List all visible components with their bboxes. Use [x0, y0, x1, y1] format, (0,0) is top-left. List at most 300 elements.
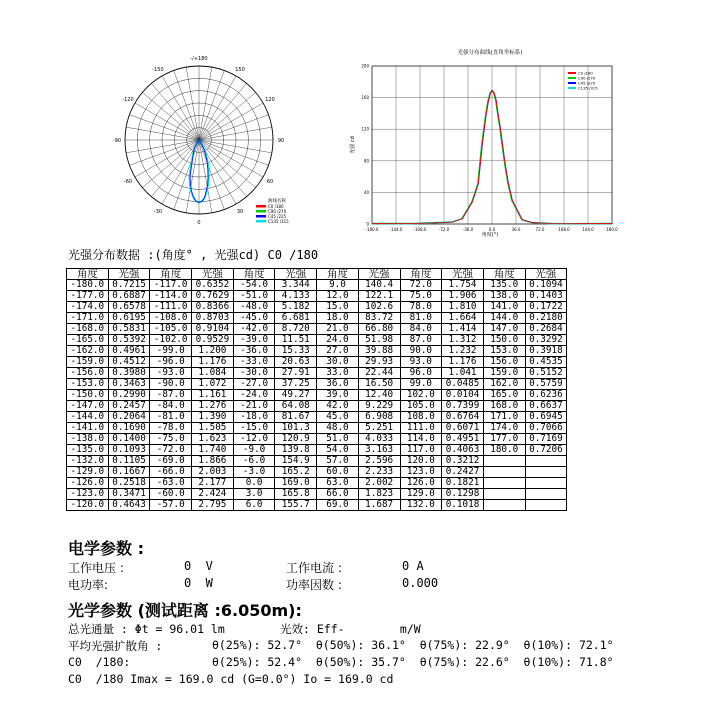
- table-cell: 101.3: [275, 423, 317, 434]
- table-cell: 0.4512: [108, 357, 150, 368]
- table-cell: 0.1093: [108, 445, 150, 456]
- table-header-cell: 角度: [400, 269, 442, 280]
- table-cell: 48.0: [317, 423, 359, 434]
- table-cell: 0.6236: [525, 390, 567, 401]
- total-flux: 总光通量 : Φt = 96.01 lm: [68, 622, 225, 636]
- table-cell: -15.0: [233, 423, 275, 434]
- table-cell: 1.161: [192, 390, 234, 401]
- table-cell: 0.8366: [192, 302, 234, 313]
- table-cell: 27.0: [317, 346, 359, 357]
- x-tick-label: 144.0: [582, 227, 594, 232]
- table-cell: -24.0: [233, 390, 275, 401]
- table-cell: 1.041: [442, 368, 484, 379]
- table-cell: 0.1690: [108, 423, 150, 434]
- table-cell: 36.0: [317, 379, 359, 390]
- table-cell: -12.0: [233, 434, 275, 445]
- polar-angle-label: -30: [153, 209, 163, 216]
- y-tick-label: 0: [366, 221, 369, 227]
- table-cell: 0.6352: [192, 280, 234, 291]
- table-cell: 0.2684: [525, 324, 567, 335]
- table-row: [67, 412, 567, 423]
- table-row: [67, 401, 567, 412]
- table-cell: 3.0: [233, 489, 275, 500]
- table-cell: 0.6764: [442, 412, 484, 423]
- table-cell: 0.1667: [108, 467, 150, 478]
- table-cell: 64.08: [275, 401, 317, 412]
- table-cell: 0.2457: [108, 401, 150, 412]
- table-cell: 1.740: [192, 445, 234, 456]
- table-header-cell: 角度: [233, 269, 275, 280]
- table-cell: 11.51: [275, 335, 317, 346]
- y-tick-label: 80: [363, 158, 369, 164]
- polar-angle-label: -90: [112, 138, 122, 144]
- table-header-cell: 光强: [358, 269, 400, 280]
- table-cell: 0.3212: [442, 456, 484, 467]
- current-label: 工作电流 :: [286, 561, 342, 575]
- table-cell: 22.44: [358, 368, 400, 379]
- table-cell: -54.0: [233, 280, 275, 291]
- table-cell: 20.63: [275, 357, 317, 368]
- table-cell: 90.0: [400, 346, 442, 357]
- table-cell: 2.233: [358, 467, 400, 478]
- table-cell: 0.5759: [525, 379, 567, 390]
- table-cell: [525, 489, 567, 500]
- table-cell: -6.0: [233, 456, 275, 467]
- table-cell: 9.0: [317, 280, 359, 291]
- table-cell: 165.2: [275, 467, 317, 478]
- table-cell: -60.0: [150, 489, 192, 500]
- table-cell: 2.596: [358, 456, 400, 467]
- table-cell: 111.0: [400, 423, 442, 434]
- table-cell: [483, 500, 525, 511]
- table-cell: -33.0: [233, 357, 275, 368]
- table-cell: 0.2180: [525, 313, 567, 324]
- series-line: [372, 90, 612, 223]
- table-cell: 1.754: [442, 280, 484, 291]
- table-cell: 0.0104: [442, 390, 484, 401]
- polar-legend-title: 曲线名称: [268, 199, 286, 204]
- x-tick-label: -180.0: [365, 227, 379, 232]
- series-line: [372, 90, 612, 223]
- imax-line: C0 /180 Imax = 169.0 cd (G=0.0°) Io = 169.0 cd: [68, 672, 394, 686]
- voltage-label: 工作电压 :: [68, 561, 124, 575]
- table-cell: 144.0: [483, 313, 525, 324]
- table-cell: -132.0: [67, 456, 109, 467]
- y-tick-label: 40: [363, 189, 369, 195]
- table-cell: 155.7: [275, 500, 317, 511]
- table-cell: 150.0: [483, 335, 525, 346]
- table-cell: 120.9: [275, 434, 317, 445]
- table-cell: 1.176: [192, 357, 234, 368]
- table-cell: 1.906: [442, 291, 484, 302]
- table-cell: 0.9104: [192, 324, 234, 335]
- table-cell: [483, 478, 525, 489]
- table-row: [67, 379, 567, 390]
- table-cell: 168.0: [483, 401, 525, 412]
- table-header-cell: 光强: [525, 269, 567, 280]
- y-tick-label: 200: [361, 63, 369, 69]
- table-header-cell: 角度: [483, 269, 525, 280]
- table-cell: 75.0: [400, 291, 442, 302]
- table-cell: 6.0: [233, 500, 275, 511]
- table-cell: 6.681: [275, 313, 317, 324]
- table-row: [67, 456, 567, 467]
- table-cell: 1.623: [192, 434, 234, 445]
- polar-legend-label: C45 /225: [268, 214, 287, 219]
- table-cell: 1.276: [192, 401, 234, 412]
- table-cell: -147.0: [67, 401, 109, 412]
- polar-angle-label: -60: [123, 179, 133, 185]
- table-cell: -102.0: [150, 335, 192, 346]
- table-cell: 0.5831: [108, 324, 150, 335]
- table-cell: 0.3463: [108, 379, 150, 390]
- table-cell: -150.0: [67, 390, 109, 401]
- x-tick-label: -36.0: [462, 227, 474, 232]
- table-row: [67, 467, 567, 478]
- table-cell: 2.003: [192, 467, 234, 478]
- table-cell: -42.0: [233, 324, 275, 335]
- table-cell: 0.1298: [442, 489, 484, 500]
- table-cell: 0.1105: [108, 456, 150, 467]
- table-cell: -81.0: [150, 412, 192, 423]
- voltage-value: 0 V: [184, 559, 213, 573]
- y-tick-label: 160: [361, 95, 369, 101]
- table-cell: 42.0: [317, 401, 359, 412]
- table-cell: 169.0: [275, 478, 317, 489]
- table-cell: 1.072: [192, 379, 234, 390]
- table-cell: -87.0: [150, 390, 192, 401]
- polar-legend-swatch: [256, 210, 266, 213]
- y-axis-label: 光强 cd: [350, 136, 356, 154]
- table-cell: 156.0: [483, 357, 525, 368]
- table-cell: 138.0: [483, 291, 525, 302]
- table-cell: 0.6195: [108, 313, 150, 324]
- avg-beam-angle-values: θ(25%): 52.7° θ(50%): 36.1° θ(75%): 22.9° θ(10%): 72.1°: [212, 638, 614, 652]
- table-cell: -69.0: [150, 456, 192, 467]
- intensity-line-chart: [340, 42, 640, 242]
- table-cell: 2.177: [192, 478, 234, 489]
- table-cell: 0.3471: [108, 489, 150, 500]
- table-cell: -18.0: [233, 412, 275, 423]
- table-cell: [483, 489, 525, 500]
- table-cell: -135.0: [67, 445, 109, 456]
- table-cell: [525, 456, 567, 467]
- table-cell: 1.390: [192, 412, 234, 423]
- x-axis-label: 角度(°): [481, 232, 499, 238]
- table-cell: 165.0: [483, 390, 525, 401]
- legend-swatch: [568, 72, 576, 74]
- table-cell: -90.0: [150, 379, 192, 390]
- table-cell: 81.67: [275, 412, 317, 423]
- table-cell: 83.72: [358, 313, 400, 324]
- table-cell: 2.424: [192, 489, 234, 500]
- table-cell: 51.98: [358, 335, 400, 346]
- table-header-cell: 光强: [442, 269, 484, 280]
- table-cell: -162.0: [67, 346, 109, 357]
- table-cell: -180.0: [67, 280, 109, 291]
- table-cell: 0.6071: [442, 423, 484, 434]
- table-cell: -177.0: [67, 291, 109, 302]
- table-cell: 102.0: [400, 390, 442, 401]
- table-cell: 105.0: [400, 401, 442, 412]
- table-cell: 78.0: [400, 302, 442, 313]
- x-tick-label: 36.0: [511, 227, 521, 232]
- polar-intensity-diagram: [88, 54, 318, 240]
- table-cell: 0.9529: [192, 335, 234, 346]
- table-cell: 0.1821: [442, 478, 484, 489]
- table-cell: 96.0: [400, 368, 442, 379]
- legend-swatch: [568, 82, 576, 84]
- table-cell: 102.6: [358, 302, 400, 313]
- table-cell: 174.0: [483, 423, 525, 434]
- table-cell: 0.7169: [525, 434, 567, 445]
- chart-title: 光强分布曲线(直角坐标系): [457, 50, 523, 56]
- table-cell: 24.0: [317, 335, 359, 346]
- table-cell: -174.0: [67, 302, 109, 313]
- x-tick-label: -72.0: [438, 227, 450, 232]
- table-row: [67, 357, 567, 368]
- table-header-cell: 角度: [317, 269, 359, 280]
- table-cell: -126.0: [67, 478, 109, 489]
- legend-label: C135 /315: [578, 85, 598, 91]
- table-cell: 45.0: [317, 412, 359, 423]
- table-row: [67, 423, 567, 434]
- table-row: [67, 346, 567, 357]
- table-cell: 93.0: [400, 357, 442, 368]
- table-cell: -57.0: [150, 500, 192, 511]
- table-cell: -45.0: [233, 313, 275, 324]
- table-cell: -99.0: [150, 346, 192, 357]
- table-cell: 1.664: [442, 313, 484, 324]
- table-cell: 27.91: [275, 368, 317, 379]
- electrical-title: 电学参数 :: [68, 539, 144, 558]
- legend-label: C45 /225: [578, 80, 596, 86]
- table-cell: 0.2518: [108, 478, 150, 489]
- table-cell: -63.0: [150, 478, 192, 489]
- table-cell: 54.0: [317, 445, 359, 456]
- table-cell: 37.25: [275, 379, 317, 390]
- table-cell: 0.1722: [525, 302, 567, 313]
- table-cell: -141.0: [67, 423, 109, 434]
- table-cell: 120.0: [400, 456, 442, 467]
- polar-angle-label: -120: [122, 97, 134, 103]
- table-cell: 60.0: [317, 467, 359, 478]
- table-cell: 4.133: [275, 291, 317, 302]
- table-cell: -30.0: [233, 368, 275, 379]
- table-cell: 0.7399: [442, 401, 484, 412]
- table-cell: 1.312: [442, 335, 484, 346]
- table-cell: 69.0: [317, 500, 359, 511]
- table-cell: 0.2990: [108, 390, 150, 401]
- legend-label: C90 /270: [578, 75, 596, 81]
- table-cell: 0.1018: [442, 500, 484, 511]
- table-cell: 39.0: [317, 390, 359, 401]
- table-cell: 0.4063: [442, 445, 484, 456]
- polar-angle-label: 120: [265, 97, 275, 103]
- table-cell: -123.0: [67, 489, 109, 500]
- table-cell: 139.8: [275, 445, 317, 456]
- table-cell: -72.0: [150, 445, 192, 456]
- table-cell: -9.0: [233, 445, 275, 456]
- table-cell: 49.27: [275, 390, 317, 401]
- legend-swatch: [568, 87, 576, 89]
- table-cell: -48.0: [233, 302, 275, 313]
- table-cell: -138.0: [67, 434, 109, 445]
- legend-swatch: [568, 77, 576, 79]
- table-row: [67, 280, 567, 291]
- c0-beam-angle-values: θ(25%): 52.4° θ(50%): 35.7° θ(75%): 22.6° θ(10%): 71.8°: [212, 655, 614, 669]
- table-cell: 1.176: [442, 357, 484, 368]
- x-tick-label: 0.0: [488, 227, 496, 232]
- table-cell: 0.4643: [108, 500, 150, 511]
- table-cell: 72.0: [400, 280, 442, 291]
- power-label: 电功率:: [68, 578, 109, 592]
- polar-legend-label: C90 /270: [268, 209, 287, 214]
- current-value: 0 A: [402, 559, 424, 573]
- table-cell: -27.0: [233, 379, 275, 390]
- table-cell: 0.6637: [525, 401, 567, 412]
- table-row: [67, 489, 567, 500]
- table-cell: [525, 467, 567, 478]
- power-value: 0 W: [184, 576, 213, 590]
- power-factor-label: 功率因数 :: [286, 578, 342, 592]
- table-cell: 117.0: [400, 445, 442, 456]
- table-cell: 6.908: [358, 412, 400, 423]
- efficacy: 光效: Eff- m/W: [280, 622, 421, 636]
- table-cell: 0.6887: [108, 291, 150, 302]
- table-cell: 0.1094: [525, 280, 567, 291]
- table-row: [67, 313, 567, 324]
- table-cell: -51.0: [233, 291, 275, 302]
- y-tick-label: 120: [361, 126, 369, 132]
- table-cell: 0.4535: [525, 357, 567, 368]
- table-cell: 147.0: [483, 324, 525, 335]
- table-cell: 63.0: [317, 478, 359, 489]
- distribution-caption: 光强分布数据 :(角度° , 光强cd) C0 /180: [68, 248, 319, 262]
- table-cell: -93.0: [150, 368, 192, 379]
- table-cell: 5.182: [275, 302, 317, 313]
- table-cell: 1.823: [358, 489, 400, 500]
- table-cell: 84.0: [400, 324, 442, 335]
- polar-angle-label: 60: [266, 179, 274, 185]
- table-cell: [483, 456, 525, 467]
- table-cell: 140.4: [358, 280, 400, 291]
- table-cell: 126.0: [400, 478, 442, 489]
- table-cell: 0.7066: [525, 423, 567, 434]
- table-cell: 0.7206: [525, 445, 567, 456]
- table-cell: 16.50: [358, 379, 400, 390]
- table-cell: [483, 467, 525, 478]
- polar-legend-swatch: [256, 220, 266, 223]
- table-cell: 129.0: [400, 489, 442, 500]
- table-cell: 108.0: [400, 412, 442, 423]
- table-cell: 15.0: [317, 302, 359, 313]
- table-cell: 135.0: [483, 280, 525, 291]
- y-tick-labels: [361, 64, 369, 227]
- c0-beam-angle-label: C0 /180:: [68, 655, 131, 669]
- table-cell: 5.251: [358, 423, 400, 434]
- table-cell: 3.344: [275, 280, 317, 291]
- table-cell: -144.0: [67, 412, 109, 423]
- table-cell: 0.1400: [108, 434, 150, 445]
- table-cell: 0.7629: [192, 291, 234, 302]
- table-cell: 0.1403: [525, 291, 567, 302]
- table-cell: -96.0: [150, 357, 192, 368]
- table-cell: 0.3292: [525, 335, 567, 346]
- table-cell: 39.88: [358, 346, 400, 357]
- table-cell: -105.0: [150, 324, 192, 335]
- table-cell: 141.0: [483, 302, 525, 313]
- table-cell: 1.084: [192, 368, 234, 379]
- table-cell: 81.0: [400, 313, 442, 324]
- polar-legend: [256, 197, 289, 224]
- table-cell: 99.0: [400, 379, 442, 390]
- table-cell: 159.0: [483, 368, 525, 379]
- table-row: [67, 324, 567, 335]
- table-row: [67, 500, 567, 511]
- table-cell: 0.0485: [442, 379, 484, 390]
- power-factor-value: 0.000: [402, 576, 439, 590]
- table-cell: 1.232: [442, 346, 484, 357]
- table-cell: 0.8703: [192, 313, 234, 324]
- table-cell: 30.0: [317, 357, 359, 368]
- table-cell: -66.0: [150, 467, 192, 478]
- table-cell: -120.0: [67, 500, 109, 511]
- optical-title: 光学参数 (测试距离 :6.050m):: [68, 601, 302, 620]
- table-cell: -3.0: [233, 467, 275, 478]
- table-cell: 3.163: [358, 445, 400, 456]
- table-cell: -156.0: [67, 368, 109, 379]
- table-cell: 0.0: [233, 478, 275, 489]
- table-cell: 0.3918: [525, 346, 567, 357]
- table-cell: 2.002: [358, 478, 400, 489]
- table-cell: 15.33: [275, 346, 317, 357]
- table-cell: 154.9: [275, 456, 317, 467]
- table-cell: 51.0: [317, 434, 359, 445]
- table-cell: 1.687: [358, 500, 400, 511]
- polar-angle-label: 150: [235, 66, 245, 73]
- table-header-cell: 光强: [275, 269, 317, 280]
- table-row: [67, 335, 567, 346]
- table-cell: 8.720: [275, 324, 317, 335]
- x-tick-label: 72.0: [535, 227, 545, 232]
- table-cell: 0.6945: [525, 412, 567, 423]
- polar-legend-swatch: [256, 215, 266, 218]
- table-cell: -21.0: [233, 401, 275, 412]
- table-cell: 123.0: [400, 467, 442, 478]
- table-cell: -165.0: [67, 335, 109, 346]
- table-cell: 0.3980: [108, 368, 150, 379]
- polar-angle-label: 0: [197, 220, 201, 226]
- polar-legend-swatch: [256, 205, 266, 208]
- table-cell: -84.0: [150, 401, 192, 412]
- table-cell: -78.0: [150, 423, 192, 434]
- table-header-cell: 光强: [192, 269, 234, 280]
- table-cell: [525, 500, 567, 511]
- table-cell: 12.40: [358, 390, 400, 401]
- table-cell: 0.6578: [108, 302, 150, 313]
- legend-label: C0 /180: [578, 70, 593, 76]
- table-cell: 66.0: [317, 489, 359, 500]
- table-cell: 18.0: [317, 313, 359, 324]
- table-cell: 0.7215: [108, 280, 150, 291]
- table-cell: 4.033: [358, 434, 400, 445]
- x-tick-label: 108.0: [558, 227, 570, 232]
- table-cell: -39.0: [233, 335, 275, 346]
- table-cell: 132.0: [400, 500, 442, 511]
- polar-angle-label: 30: [236, 209, 244, 216]
- table-row: [67, 368, 567, 379]
